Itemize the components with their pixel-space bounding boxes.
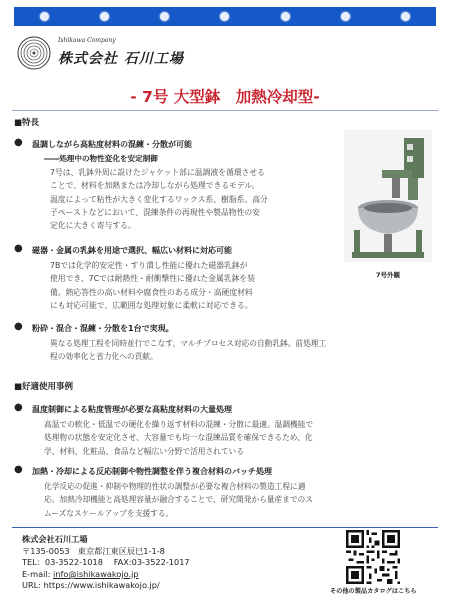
feature-body: 異なる処理工程を同時並行でこなす、マルチプロセス対応の自動乳鉢。前処理工 程の効率化と省力化への貢献。: [50, 339, 327, 362]
use-case-heading: 加熱・冷却による反応制御や物性調整を伴う複合材料のバッチ処理: [32, 467, 272, 476]
feature-body: 7号は、乳鉢外周に設けたジャケット部に温調液を循環させる ことで、材料を加熱または冷却しながら処理できるモデル。 温度によって粘性が大きく変化するワックス系、樹脂系、高分 子ペーストなどにおいて、混練条件の再現性や製品物性の安 定化に大きく寄与する。: [50, 168, 268, 231]
bullet-icon: ●: [14, 321, 23, 332]
section-features-heading: ■特長: [14, 118, 40, 128]
use-case-body: 化学反応の促進・抑制や物理的性状の調整が必要な複合材料の製造工程に適 応。加熱冷却機能と高処理容量が融合することで、研究開発から量産までのス ムーズなスケールアップを支援する。: [44, 482, 313, 518]
feature-heading: 粉砕・混合・混練・分散を1台で実現。: [32, 324, 174, 333]
banner-dot-icon: [220, 12, 229, 21]
product-photo: [344, 130, 432, 262]
feature-body: 7Bでは化学的安定性・すり潰し性能に優れた磁器乳鉢が 使用でき、7Cでは耐熱性・耐衝撃性に優れた金属乳鉢を装 備。熱応答性の高い材料や腐食性のある成分・高硬度材料 にも対応可能で、広範囲な処理対象に柔軟に対応できる。: [50, 261, 256, 310]
title-divider: [12, 110, 438, 111]
footer-tel: TEL：03-3522-1018 FAX:03-3522-1017: [22, 557, 190, 568]
footer-address: 〒135-0053 東京都江東区辰巳1-1-8: [22, 545, 165, 556]
bullet-icon: ●: [14, 464, 23, 475]
footer-url[interactable]: URL: https://www.ishikawakojo.jp/: [22, 580, 160, 591]
use-case-heading: 温度制御による粘度管理が必要な高粘度材料の大量処理: [32, 405, 232, 414]
section-uses-heading: ■好適使用事例: [14, 382, 74, 392]
company-logo-icon: [14, 36, 54, 70]
footer-contact: [22, 534, 190, 592]
use-case-body: 高温での軟化・低温での硬化を繰り返す材料の混練・分散に最適。温調機能で 処理物の状態を安定化させ、大容量でも均一な混練品質を確保できるため、化 学、材料、化粧品、食品など幅広い分野で活用されている: [44, 420, 314, 456]
company-name: 株式会社 石川工場: [58, 51, 184, 67]
banner-dot-icon: [40, 12, 49, 21]
qr-code-icon[interactable]: [346, 530, 400, 584]
banner-dot-icon: [341, 12, 350, 21]
bullet-icon: ●: [14, 137, 23, 148]
banner-dot-icon: [281, 12, 290, 21]
company-logo-text: Ishikawa Company: [58, 37, 116, 44]
page-title: - 7号 大型鉢 加熱冷却型-: [130, 88, 320, 106]
footer-company: 株式会社石川工場: [22, 534, 88, 544]
image-caption: 7号外観: [375, 271, 401, 279]
footer-email-line: E-mail: info@ishikawakojo.jp: [22, 568, 139, 579]
footer-divider: [12, 527, 438, 528]
banner-dot-icon: [100, 12, 109, 21]
email-link[interactable]: info@ishikawakojo.jp: [53, 568, 139, 579]
feature-heading: 温調しながら高粘度材料の混練・分散が可能: [32, 140, 192, 149]
feature-subheading: ――処理中の物性変化を安定制御: [44, 154, 158, 163]
banner-dot-icon: [401, 12, 410, 21]
bullet-icon: ●: [14, 402, 23, 413]
top-banner: [14, 7, 436, 26]
feature-heading: 磁器・金属の乳鉢を用途で選択、幅広い材料に対応可能: [32, 246, 232, 255]
banner-dot-icon: [160, 12, 169, 21]
bullet-icon: ●: [14, 243, 23, 254]
qr-caption: その他の製品カタログはこちら: [330, 588, 417, 595]
